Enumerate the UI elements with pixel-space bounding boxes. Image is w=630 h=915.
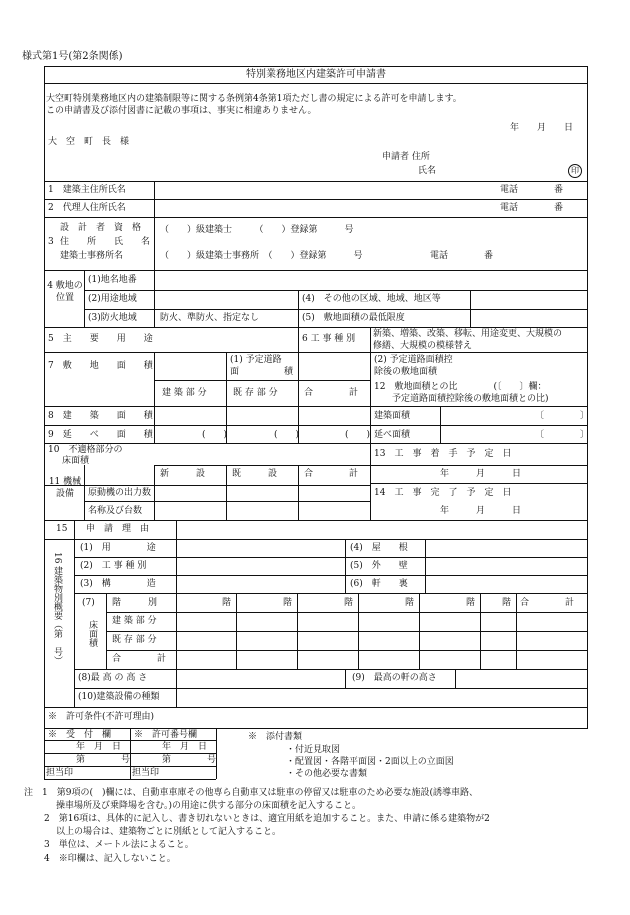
- row9-paren-1: ( ): [202, 430, 228, 440]
- row16-10: (10)建築設備の種類: [78, 692, 160, 702]
- attachment-2: ・配置図・各階平面図・2面以上の立面図: [286, 757, 454, 767]
- row2-phone: 電話 番: [500, 203, 564, 213]
- col-new-install: 新 設: [160, 469, 206, 479]
- row16-1: (1) 用 途: [80, 543, 156, 553]
- row14-date: 年 月 日: [440, 506, 522, 516]
- col-existing-part: 既 存 部 分: [233, 388, 278, 398]
- table-border-right: [587, 66, 588, 729]
- row3-number: 3: [48, 237, 54, 247]
- row1-label: 1 建築主住所氏名: [48, 185, 126, 195]
- table-border-top: [44, 66, 588, 67]
- row4-3: (3)防火地域: [88, 313, 137, 323]
- receipt-date: 年 月 日: [76, 742, 122, 752]
- col-total-2: 合 計: [304, 469, 359, 479]
- row16-2: (2) 工 事 種 別: [80, 561, 147, 571]
- row15-number: 15: [56, 524, 68, 534]
- row11-2: 名称及び台数: [88, 506, 143, 516]
- receipt-header: ※ 受 付 欄: [48, 730, 112, 740]
- row8-right-label: 建築面積: [374, 411, 411, 421]
- floor-col-1: 階: [222, 598, 232, 608]
- floor-col-2: 階: [283, 598, 293, 608]
- row4-2: (2)用途地域: [88, 294, 137, 304]
- row7-label: 7 敷 地 面 積: [48, 361, 153, 371]
- row8-bracket: 〔 〕: [535, 411, 590, 421]
- row7-1a: (1) 予定道路: [230, 355, 282, 365]
- applicant-name-label: 氏名: [418, 166, 437, 176]
- row7-2b: 除後の敷地面積: [374, 367, 438, 377]
- permit-date: 年 月 日: [162, 742, 208, 752]
- col-existing-install: 既 設: [232, 469, 278, 479]
- row1-phone: 電話 番: [500, 185, 564, 195]
- row7-1b: 面 積: [230, 367, 294, 377]
- form-title: 特別業務地区内建築許可申請書: [246, 69, 386, 80]
- floor-row-total: 合 計: [112, 654, 167, 664]
- row3-phone: 電話 番: [430, 251, 494, 261]
- row3-line1: （ ）級建築士 （ ）登録第 号: [160, 225, 354, 235]
- note-2b: 以上の場合は、建築物ごとに別紙として記入すること。: [56, 827, 282, 837]
- receipt-number: 第 号: [76, 755, 131, 765]
- row12-b: 予定道路面積控除後の敷地面積との比): [392, 394, 549, 404]
- permit-conditions: ※ 許可条件(不許可理由): [48, 712, 155, 722]
- row9-paren-2: ( ): [274, 430, 300, 440]
- row16-9: (9) 最高の軒の高さ: [352, 673, 437, 683]
- floor-col-5: 階: [466, 598, 476, 608]
- note-1a: 注 1 第9項の( )欄には、自動車車庫その他専ら自動車又は駐車の停留又は駐車のため必要な施設(誘導車路、: [24, 788, 478, 798]
- row3-label-b: 住 所 氏 名: [60, 237, 151, 247]
- row3-line2: （ ）級建築士事務所 （ ）登録第 号: [160, 251, 363, 261]
- row5-label: 5 主 要 用 途: [48, 334, 153, 344]
- attachment-1: ・付近見取図: [286, 745, 341, 755]
- col-building-part: 建 築 部 分: [162, 388, 207, 398]
- row11-1: 原動機の出力数: [88, 488, 152, 498]
- note-4: 4 ※印欄は、記入しないこと。: [44, 854, 176, 864]
- row16-4: (4) 屋 根: [350, 543, 408, 553]
- row10-a: 10 不適格部分の: [48, 445, 123, 455]
- row6-label: 6 工 事 種 別: [302, 334, 356, 344]
- note-3: 3 単位は、メートル法によること。: [44, 840, 194, 850]
- row9-paren-3: ( ): [345, 430, 371, 440]
- note-2a: 2 第16項は、具体的に記入し、書き切れないときは、適宜用紙を追加すること。また、申請に係る建築物が2: [44, 814, 490, 824]
- floor-col-6: 階: [502, 598, 512, 608]
- row16-label: 16 建築物別概要（第 号）: [52, 552, 62, 666]
- permit-stamp: 担当印: [132, 768, 160, 778]
- row7-2a: (2) 予定道路面積控: [374, 355, 453, 365]
- row13-label: 13 工 事 着 手 予 定 日: [374, 449, 512, 459]
- permit-number: 第 号: [162, 755, 217, 765]
- row16-6: (6) 軒 裏: [350, 579, 408, 589]
- row13-date: 年 月 日: [440, 469, 522, 479]
- application-date: 年 月 日: [510, 123, 574, 133]
- row16-8: (8)最 高 の 高 さ: [78, 673, 148, 683]
- floor-row-existing: 既 存 部 分: [112, 635, 157, 645]
- col-total: 合 計: [304, 388, 359, 398]
- permit-no-header: ※ 許可番号欄: [134, 730, 198, 740]
- row2-label: 2 代理人住所氏名: [48, 203, 126, 213]
- row3-label-a: 設 計 者 資 格: [60, 223, 142, 233]
- row9-right-label: 延べ面積: [374, 430, 411, 440]
- seal-mark: 印: [568, 164, 582, 178]
- row16-3: (3) 構 造: [80, 579, 156, 589]
- attachments-title: ※ 添付書類: [248, 732, 303, 742]
- attachment-3: ・その他必要な書類: [286, 769, 368, 779]
- row16-7-number: (7): [82, 598, 95, 608]
- row11-label: 11 機械設備: [48, 477, 82, 499]
- row16-7-label: 床面積: [87, 620, 97, 647]
- floor-row-building: 建 築 部 分: [112, 616, 157, 626]
- row4-3-value: 防火、準防火、指定なし: [160, 313, 260, 323]
- receipt-stamp: 担当印: [46, 768, 74, 778]
- row4-1: (1)地名地番: [88, 275, 137, 285]
- floor-col-4: 階: [405, 598, 415, 608]
- floor-col-3: 階: [344, 598, 354, 608]
- row10-b: 床面積: [62, 456, 90, 466]
- row9-bracket: 〔 〕: [535, 430, 590, 440]
- floor-header: 階 別: [112, 598, 158, 608]
- table-border-left: [44, 66, 45, 729]
- form-label: 様式第1号(第2条関係): [22, 51, 123, 62]
- applicant-address-label: 申請者 住所: [382, 152, 430, 162]
- row3-label-c: 建築士事務所名: [60, 251, 124, 261]
- row4-4: (4) その他の区域、地域、地区等: [302, 294, 441, 304]
- row12-a: 12 敷地面積との比 (〔 〕欄：: [374, 382, 547, 392]
- row4-label: 4 敷地の位置: [47, 281, 83, 303]
- row6-value1: 新築、増築、改築、移転、用途変更、大規模の: [373, 329, 563, 339]
- intro-line2: この申請書及び添付図書に記載の事項は、事実に相違ありません。: [46, 106, 317, 116]
- row6-value2: 修繕、大規模の模様替え: [373, 341, 473, 351]
- row4-5: (5) 敷地面積の最低限度: [302, 313, 405, 323]
- row15-label: 申 請 理 由: [86, 524, 150, 534]
- row9-label: 9 延 べ 面 積: [48, 430, 153, 440]
- floor-total: 合 計: [520, 598, 575, 608]
- intro-line1: 大空町特別業務地区内の建築制限等に関する条例第4条第1項ただし書の規定による許可を申請します。: [46, 94, 462, 104]
- note-1b: 操車場所及び乗降場を含む。)の用途に供する部分の床面積を記入すること。: [56, 801, 362, 811]
- addressee: 大 空 町 長 様: [48, 137, 130, 147]
- row16-5: (5) 外 壁: [350, 561, 408, 571]
- row14-label: 14 工 事 完 了 予 定 日: [374, 488, 512, 498]
- row8-label: 8 建 築 面 積: [48, 411, 153, 421]
